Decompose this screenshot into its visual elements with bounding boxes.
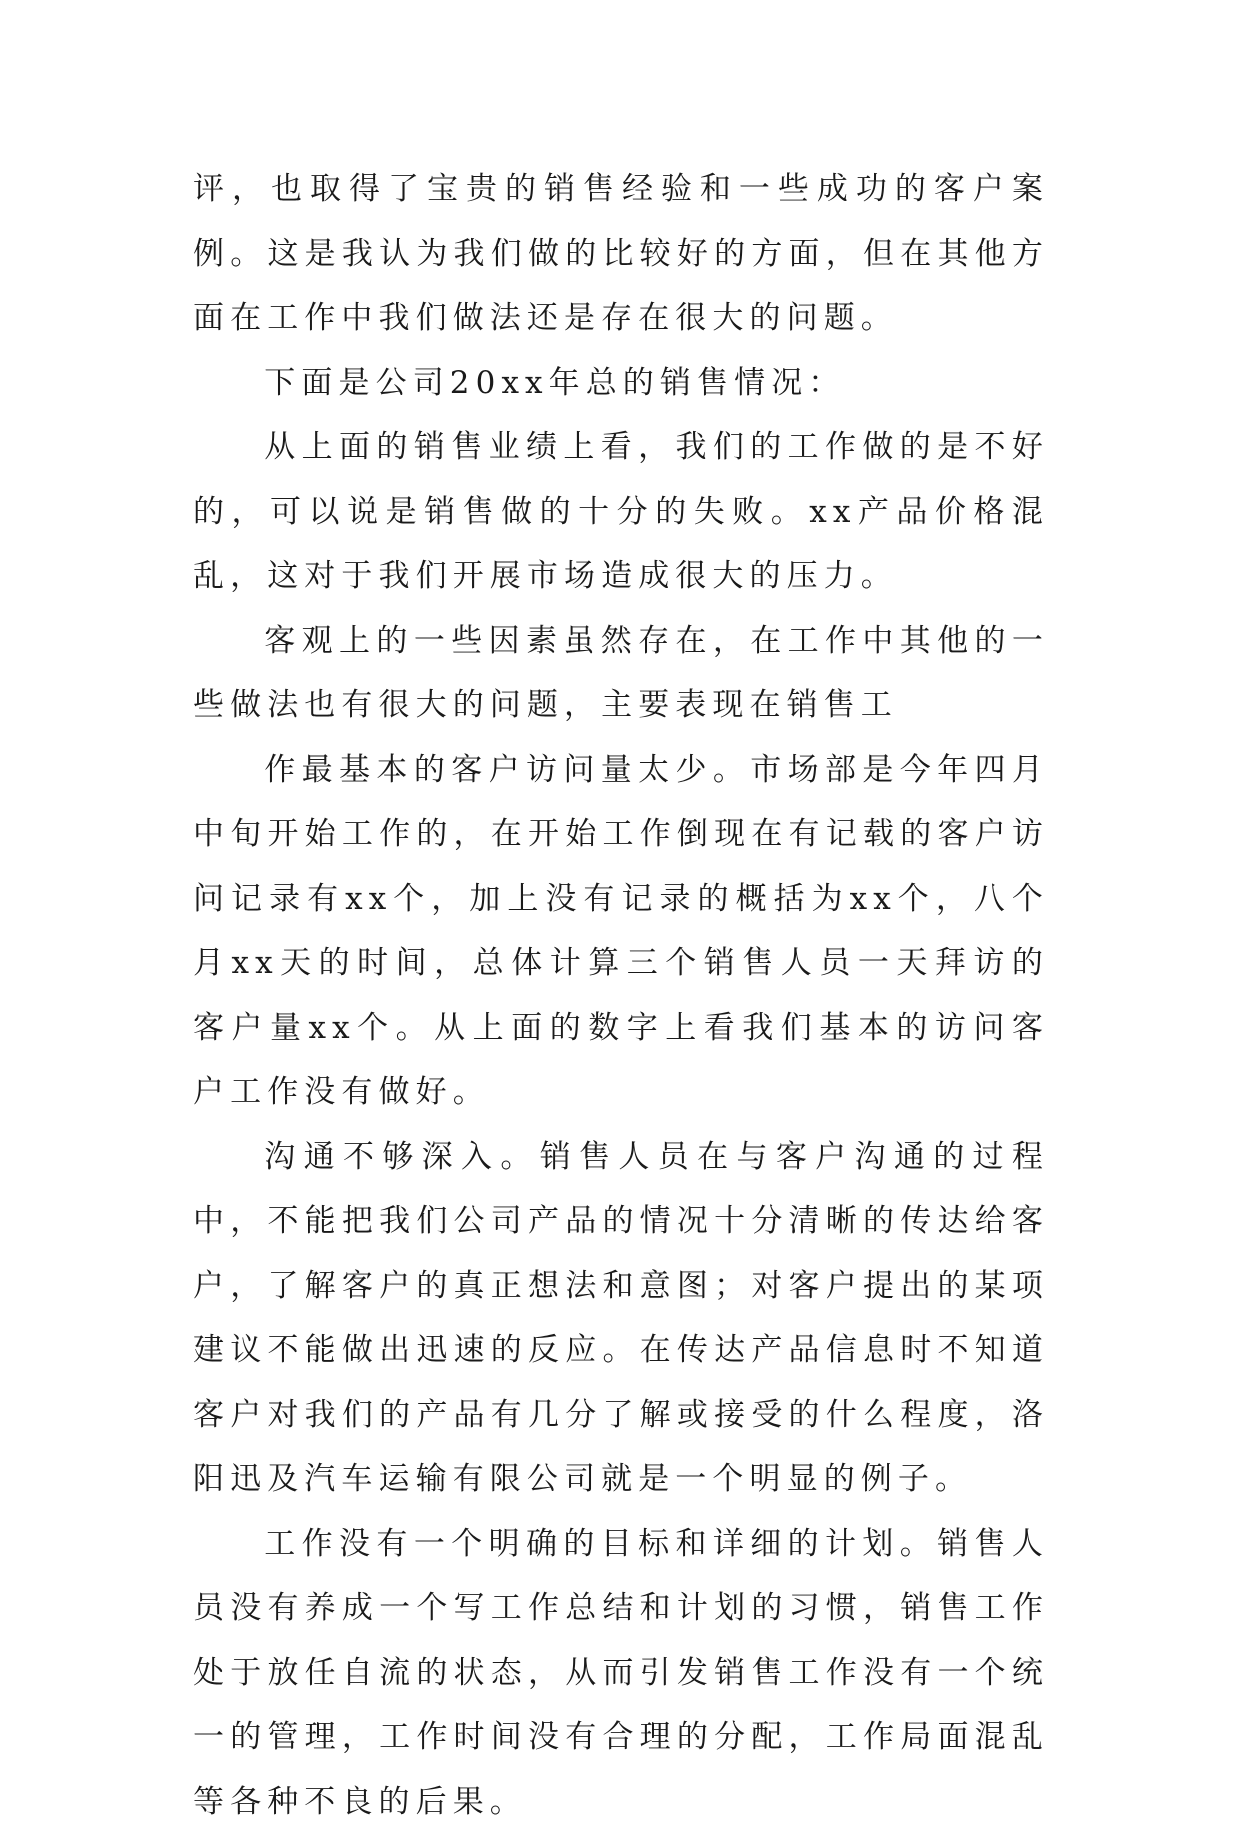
paragraph-customer-visits: 作最基本的客户访问量太少。市场部是今年四月中旬开始工作的，在开始工作倒现在有记载的客户访问记录有xx个，加上没有记录的概括为xx个，八个月xx天的时间，总体计算三个销售人员一天拜访的客户量xx个。从上面的数字上看我们基本的访问客户工作没有做好。 [193, 738, 1049, 1125]
paragraph-continuation: 评，也取得了宝贵的销售经验和一些成功的客户案例。这是我认为我们做的比较好的方面，但在其他方面在工作中我们做法还是存在很大的问题。 [193, 157, 1049, 351]
paragraph-objective-factors: 客观上的一些因素虽然存在，在工作中其他的一些做法也有很大的问题，主要表现在销售工 [193, 609, 1049, 738]
paragraph-sales-intro: 下面是公司20xx年总的销售情况： [193, 351, 1049, 416]
document-body [193, 157, 1049, 1834]
paragraph-communication: 沟通不够深入。销售人员在与客户沟通的过程中，不能把我们公司产品的情况十分清晰的传达给客户，了解客户的真正想法和意图；对客户提出的某项建议不能做出迅速的反应。在传达产品信息时不知道客户对我们的产品有几分了解或接受的什么程度，洛阳迅及汽车运输有限公司就是一个明显的例子。 [193, 1125, 1049, 1512]
paragraph-sales-performance: 从上面的销售业绩上看，我们的工作做的是不好的，可以说是销售做的十分的失败。xx产品价格混乱，这对于我们开展市场造成很大的压力。 [193, 415, 1049, 609]
paragraph-goals-planning: 工作没有一个明确的目标和详细的计划。销售人员没有养成一个写工作总结和计划的习惯，销售工作处于放任自流的状态，从而引发销售工作没有一个统一的管理，工作时间没有合理的分配，工作局面混乱等各种不良的后果。 [193, 1512, 1049, 1834]
